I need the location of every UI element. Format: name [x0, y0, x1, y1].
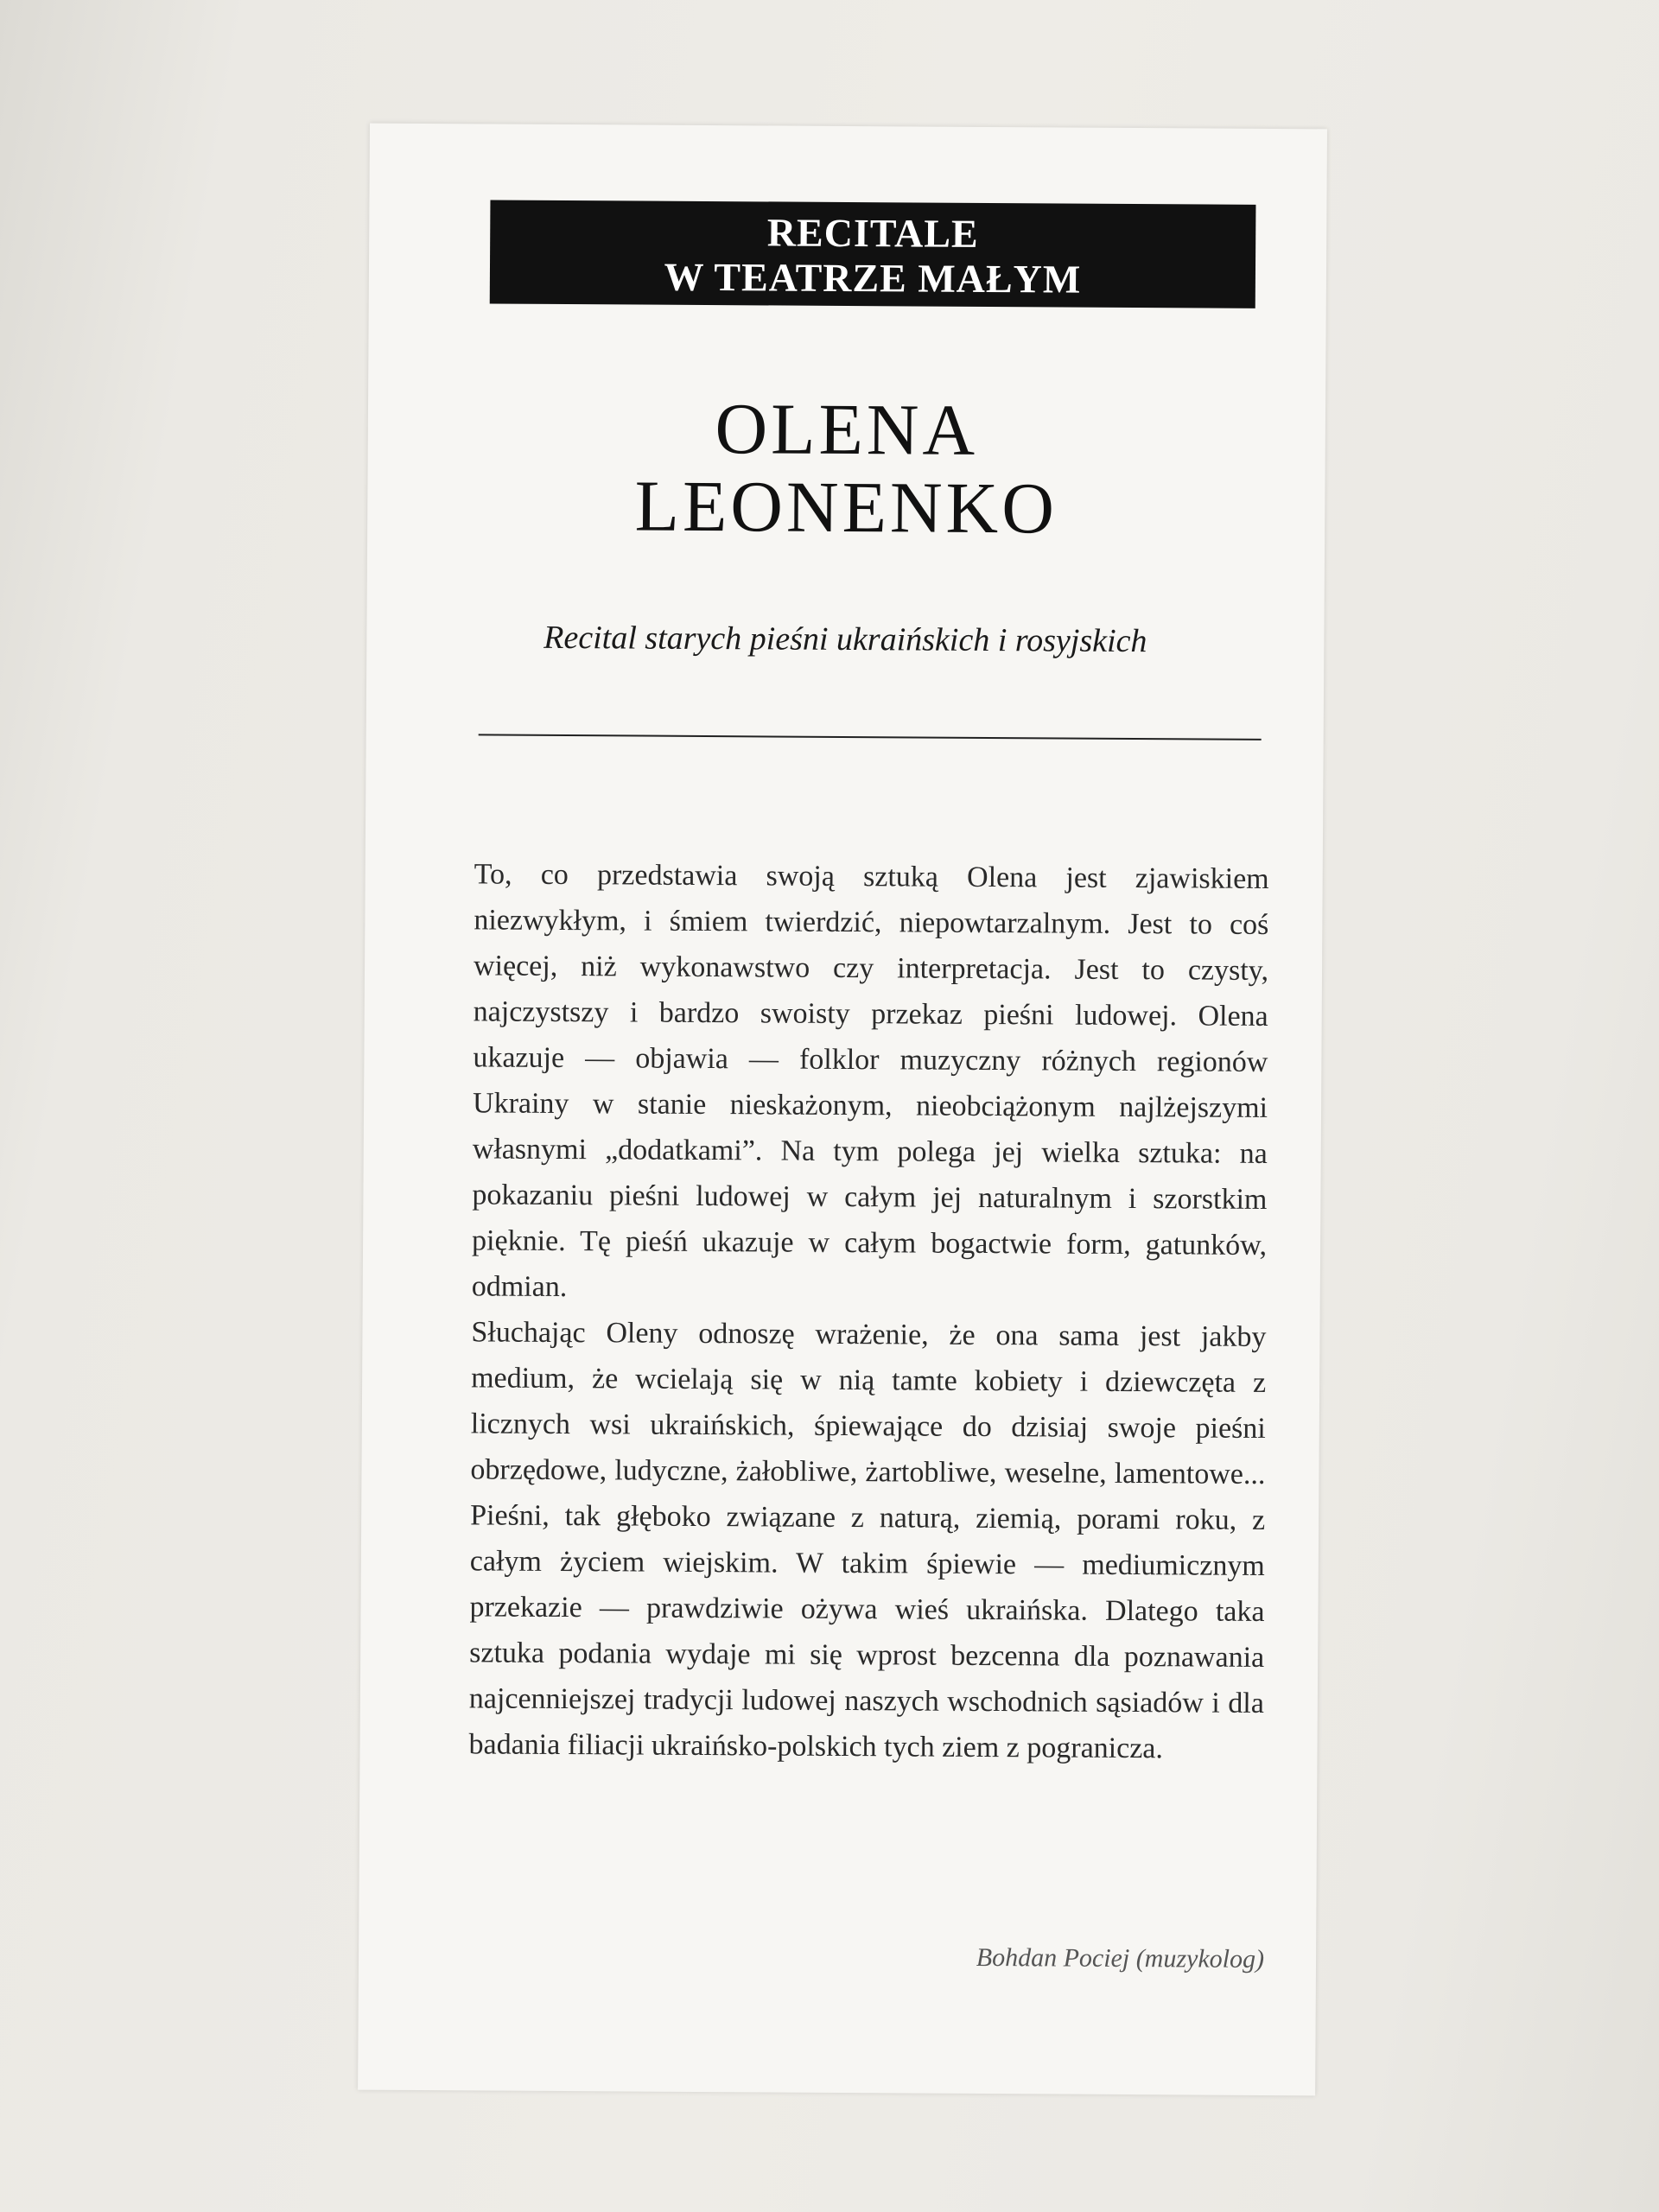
review-paragraph: Słuchając Oleny odnoszę wrażenie, że ona sama jest jakby medium, że wcielają się w nią tamte kobiety i dziewczęta z licznych wsi ukraińskich, śpiewające do dzisiaj swoje pieśni obrzędowe, ludyczne, żałobliwe, żartobliwe, weselne, lamentowe... Pieśni, tak głęboko związane z naturą, ziemią, porami roku, z całym życiem wiejskim. W takim śpiewie — mediumicznym przekazie — prawdziwie ożywa wieś ukraińska. Dlatego taka sztuka podania wydaje mi się wprost bezcenna dla poznawania najcenniejszej tradycji ludowej naszych wschodnich sąsiadów i dla badania filiacji ukraińsko-polskich tych ziem z pogranicza. — [468, 1316, 1267, 1765]
header-banner — [490, 200, 1256, 308]
program-leaflet — [358, 124, 1327, 2096]
review-text — [468, 851, 1268, 1772]
performer-last-name: LEONENKO — [634, 466, 1058, 550]
review-paragraph: To, co przedstawia swoją sztuką Olena jest zjawiskiem niezwykłym, i śmiem twierdzić, niepowtarzalnym. Jest to coś więcej, niż wykonawstwo czy interpretacja. Jest to czysty, najczystszy i bardzo swoisty przekaz pieśni ludowej. Olena ukazuje — objawia — folklor muzyczny różnych regionów Ukrainy w stanie nieskażonym, nieobciążonym najlżejszymi własnymi „dodatkami”. Na tym polega jej wielka sztuka: na pokazaniu pieśni ludowej w całym jej naturalnym i szorstkim pięknie. Tę pieśń ukazuje w całym bogactwie form, gatunków, odmian. — [471, 858, 1269, 1304]
performer-first-name: OLENA — [715, 389, 979, 471]
divider-rule — [479, 734, 1262, 741]
banner-line-1: RECITALE — [766, 210, 979, 256]
banner-line-2: W TEATRZE MAŁYM — [664, 254, 1082, 302]
author-signature: Bohdan Pociej (muzykolog) — [976, 1942, 1265, 1974]
recital-subtitle: Recital starych pieśni ukraińskich i rosyjskich — [543, 619, 1147, 660]
